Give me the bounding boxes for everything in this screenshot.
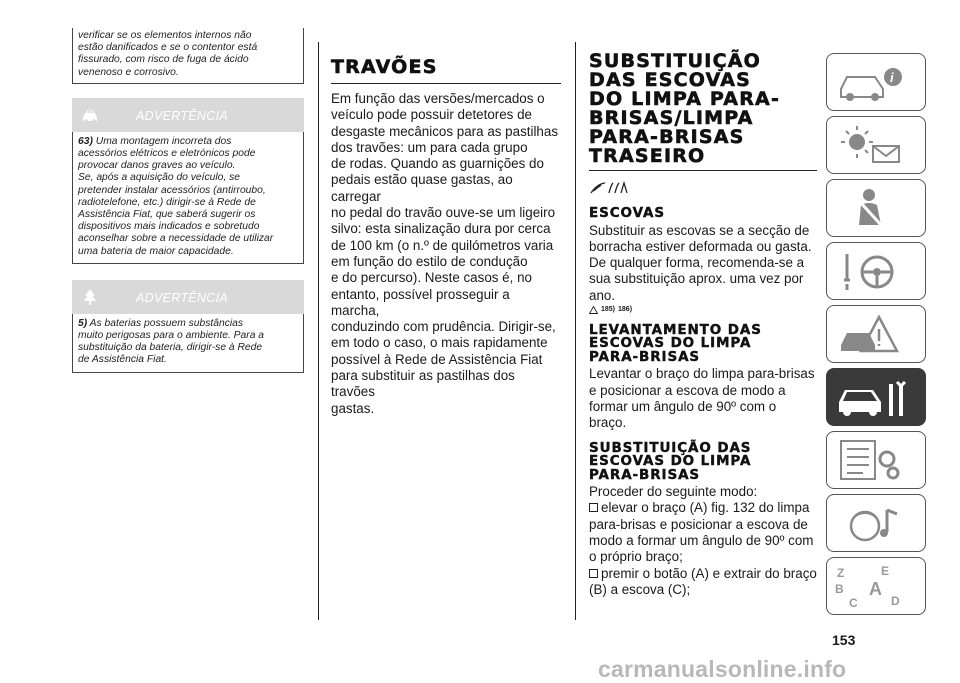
tab-starting-driving[interactable] [826,242,926,300]
text-line: conduzindo com prudência. Dirigir-se, [331,319,556,335]
wiper-icon [589,181,629,195]
text-span: elevar o braço (A) fig. 132 do limpa [601,500,810,516]
text-line: Assistência Fiat, que saberá sugerir os [78,209,256,221]
text-line [78,136,298,148]
text-line: modo a formar um ângulo de 90º com [589,533,814,549]
section-heading-travoes: TRAVÕES [331,56,438,78]
index-icon [835,563,915,611]
text-line: estão danificados e se o contentor está [78,42,258,54]
section-heading-substituicao [589,52,817,166]
car-warning-icon [80,105,100,125]
heading-line: PARA-BRISAS [589,126,745,148]
left-column [72,28,304,373]
heading-line: BRISAS/LIMPA [589,107,754,129]
heading-line: ESCOVAS DO LIMPA [589,335,752,352]
environment-tree-icon [80,287,100,307]
text-line: no pedal do travão ouve-se um ligeiro [331,205,556,221]
text-line: formar um ângulo de 90º com o braço. [589,399,777,431]
text-line: radiotelefone, etc.) dirigir-se à Rede de [78,196,256,208]
text-line: veículo pode possuir detetores de [331,107,532,123]
warning-body-1 [72,132,304,264]
warning-triangle-icon [589,306,598,314]
text-line: uma bateria de maior capacidade. [78,245,234,257]
column-divider [318,42,319,620]
escovas-paragraph [589,223,817,304]
text-line: em função do estilo de condução [331,253,528,269]
subheading-levantamento [589,321,817,365]
tab-safety[interactable] [826,179,926,237]
warning-title: ADVERTÊNCIA [136,108,228,123]
text-line: de 100 km (o n.º de quilómetros varia [331,237,554,253]
text-line: muito perigosas para o ambiente. Para a [78,330,265,342]
continued-warning-box [72,28,304,84]
tab-specifications[interactable] [826,431,926,489]
text-line: de Assistência Fiat. [78,354,167,366]
right-column [589,52,817,598]
svg-text:D: D [891,594,900,608]
levantamento-paragraph [589,366,817,431]
procedure-list [589,484,817,598]
seatbelt-airbag-icon [835,185,915,233]
heading-line: SUBSTITUIÇÃO [589,50,761,72]
heading-line: TRASEIRO [589,145,706,167]
text-line: gastas. [331,400,375,416]
text-line: De qualquer forma, recomenda-se a [589,255,805,271]
warning-references [589,306,817,314]
text-line: (B) a escova (C); [589,581,691,597]
steering-wheel-key-icon [835,248,915,296]
list-item [589,566,817,582]
svg-text:C: C [849,596,858,610]
warning-number: 5) [78,317,88,329]
text-line: desgaste mecânicos para as pastilhas [331,123,559,139]
text-line: entanto, possível prosseguir a marcha, [331,286,510,318]
text-line: para substituir as pastilhas dos travões [331,368,515,400]
heading-line: PARA-BRISAS [589,466,701,483]
text-line: Substituir as escovas se a secção de [589,222,810,238]
checkbox-bullet-icon [589,569,598,578]
text-line: sua substituição aprox. uma vez por [589,271,804,287]
heading-line: ESCOVAS DO LIMPA [589,453,752,470]
text-line: o próprio braço; [589,549,683,565]
tab-multimedia[interactable] [826,494,926,552]
text-line: e posicionar a escova de modo a [589,382,786,398]
text-line: pretender instalar acessórios (antirroubo, [78,184,266,196]
car-info-icon [835,59,915,107]
page-number: 153 [832,632,856,648]
tab-emergency[interactable] [826,305,926,363]
subheading-escovas: ESCOVAS [589,205,665,221]
text-line: silvo: esta sinalização dura por cerca [331,221,551,237]
procedure-intro: Proceder do seguinte modo: [589,484,758,500]
text-span: premir o botão (A) e extrair do braço [601,565,817,581]
text-line: fissurado, com risco de fuga de ácido [78,54,249,66]
heading-line: DAS ESCOVAS [589,69,752,91]
svg-text:B: B [835,582,844,596]
warning-body-2 [72,314,304,373]
text-line: acessórios elétricos e eletrónicos pode [78,148,256,160]
text-span: Uma montagem incorreta dos [92,135,232,147]
checkbox-bullet-icon [589,503,598,512]
heading-rule [589,170,817,171]
svg-text:A: A [869,579,882,599]
reference-link[interactable]: 186) [618,306,633,314]
svg-text:i: i [890,70,894,85]
reference-link[interactable]: 185) [601,306,616,314]
text-line: verificar se os elementos internos não [78,30,252,41]
heading-line: SUBSTITUIÇÃO DAS [589,439,752,456]
text-line: possível à Rede de Assistência Fiat [331,351,543,367]
warning-header-2 [72,280,304,314]
emergency-icon [835,311,915,359]
warning-header-1 [72,98,304,132]
text-line: borracha estiver deformada ou gasta. [589,238,812,254]
text-line: de rodas. Quando as guarnições do [331,156,544,172]
heading-rule [331,83,561,84]
svg-text:E: E [881,564,890,578]
warning-title: ADVERTÊNCIA [136,290,228,305]
subheading-substituicao-escovas [589,439,817,483]
text-line: Em função das versões/mercados o [331,91,545,106]
tab-car-info[interactable] [826,53,926,111]
heading-line: LEVANTAMENTO DAS [589,321,762,338]
text-line: em todo o caso, o mais rapidamente [331,335,548,351]
tab-index[interactable] [826,557,926,615]
specifications-icon [835,437,915,485]
list-item [589,500,817,516]
text-line: Se, após a aquisição do veículo, se [78,172,240,184]
text-line: e do percurso). Neste casos é, no [331,270,532,286]
tab-warning-lights[interactable] [826,116,926,174]
car-maintenance-icon [835,374,915,422]
brakes-paragraph [331,91,561,417]
text-line: aconselhar sobre a necessidade de utilizar [78,233,274,245]
warning-lights-icon [835,122,915,170]
text-line: dispositivos mais indicados e sobretudo [78,221,260,233]
column-divider [575,42,576,620]
middle-column [331,58,561,417]
multimedia-icon [835,500,915,548]
watermark: carmanualsonline.info [598,656,847,682]
heading-line: DO LIMPA PARA- [589,88,781,110]
text-line: substituição da bateria, dirigir-se à Rede [78,342,263,354]
text-line: venenoso e corrosivo. [78,66,179,78]
text-line: ano. [589,287,616,303]
text-span: As baterias possuem substâncias [87,317,244,329]
text-line: pedais estão quase gastas, ao carregar [331,172,513,204]
svg-text:Z: Z [837,566,845,580]
text-line: Levantar o braço do limpa para-brisas [589,366,815,382]
text-line: provocar danos graves ao veículo. [78,160,236,172]
text-line [78,318,298,330]
text-line: para-brisas e posicionar a escova de [589,516,808,532]
warning-number: 63) [78,135,93,147]
heading-line: PARA-BRISAS [589,348,701,365]
tab-maintenance-active[interactable] [826,368,926,426]
text-line: dos travões: um para cada grupo [331,139,528,155]
